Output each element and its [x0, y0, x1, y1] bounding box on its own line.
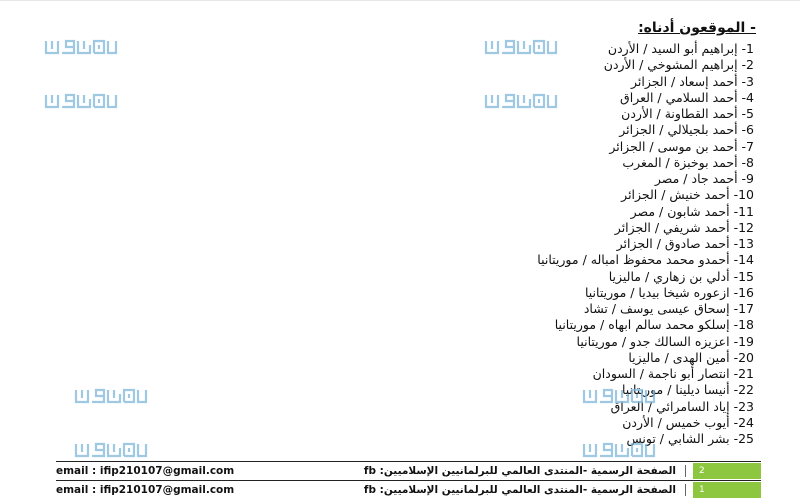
- watermark-logo-icon: [74, 440, 148, 460]
- footer-divider: [56, 480, 761, 481]
- list-item: 16- ازعوره شيخا بيديا / موريتانيا: [584, 284, 754, 300]
- list-item: 5- أحمد القطاونة / الأردن: [621, 106, 754, 121]
- watermark-logo-icon: [44, 91, 118, 111]
- footer-separator: [685, 484, 686, 496]
- watermark-logo-icon: [74, 386, 148, 406]
- watermark-logo-icon: [44, 37, 118, 57]
- list-item: 24- أيوب خميس / الأردن: [622, 414, 754, 430]
- footer-page-text: الصفحة الرسمية -المنتدى العالمي للبرلمانيين الإسلاميين: fb: [363, 484, 676, 496]
- list-item: 22- أنيسا ديلينا / موريتانيا: [621, 382, 754, 398]
- list-item: 6- أحمد بلجيلالي / الجزائر: [619, 122, 754, 138]
- watermark-logo-icon: [582, 440, 656, 460]
- list-item: 18- إسلكو محمد سالم ابهاه / موريتانيا: [554, 317, 754, 333]
- list-item: 20- أمين الهدى / ماليزيا: [628, 349, 754, 365]
- list-item: 25- بشر الشابي / تونس: [626, 431, 754, 446]
- footer-separator: [685, 465, 686, 477]
- list-item: 11- أحمد شابون / مصر: [630, 203, 754, 219]
- list-item: 23- إياد السامرائي / العراق: [610, 398, 754, 414]
- page-number-badge: 1: [693, 482, 761, 498]
- list-item: 12- أحمد شريفي / الجزائر: [614, 219, 754, 235]
- list-item: 2- إبراهيم المشوخي / الأردن: [603, 57, 754, 73]
- list-item: 1- إبراهيم أبو السيد / الأردن: [607, 41, 754, 56]
- list-item: 8- أحمد بوخبزة / المغرب: [622, 154, 754, 170]
- signatories-heading: - الموقعون أدناه:: [638, 20, 756, 36]
- list-item: 9- أحمد جاد / مصر: [654, 171, 754, 186]
- footer-email: email : ifip210107@gmail.com: [56, 484, 235, 496]
- list-item: 3- أحمد إسعاد / الجزائر: [630, 73, 754, 89]
- list-item: 15- أدلي بن زهاري / ماليزيا: [608, 268, 754, 284]
- list-item: 4- أحمد السلامي / العراق: [620, 89, 754, 105]
- list-item: 17- إسحاق عيسى يوسف / تشاد: [583, 301, 754, 316]
- list-item: 21- انتصار أبو ناجمة / السودان: [592, 366, 754, 381]
- list-item: 7- أحمد بن موسى / الجزائر: [609, 138, 754, 154]
- page-top-border: [0, 0, 800, 1]
- footer-page-text: الصفحة الرسمية -المنتدى العالمي للبرلمانيين الإسلاميين: fb: [363, 465, 676, 477]
- footer-divider: [56, 461, 761, 462]
- list-item: 10- أحمد خنيش / الجزائر: [621, 187, 754, 203]
- watermark-logo-icon: [484, 91, 558, 111]
- footer-email: email : ifip210107@gmail.com: [56, 465, 235, 477]
- list-item: 19- اعزيزه السالك جدو / موريتانيا: [576, 333, 754, 349]
- watermark-logo-icon: [484, 37, 558, 57]
- page-number-badge: 2: [693, 463, 761, 479]
- list-item: 14- أحمدو محمد محفوظ امباله / موريتانيا: [537, 252, 754, 268]
- footer: [56, 463, 761, 479]
- watermark-logo-icon: [582, 386, 656, 406]
- footer: [56, 482, 761, 498]
- list-item: 13- أحمد صادوق / الجزائر: [616, 236, 754, 251]
